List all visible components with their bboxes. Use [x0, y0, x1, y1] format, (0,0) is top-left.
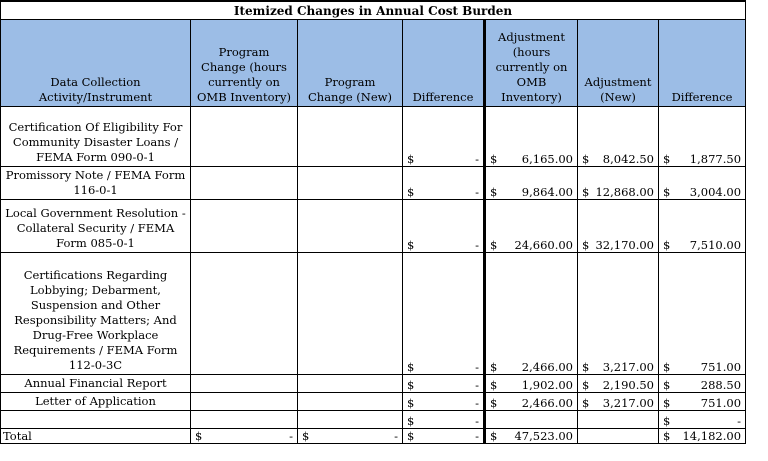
pc-new-cell — [298, 253, 403, 375]
activity-cell: Promissory Note / FEMA Form 116-0-1 — [1, 167, 191, 200]
adj-new-cell — [578, 411, 659, 429]
adj-current-cell: $ 1,902.00 — [485, 375, 578, 393]
pc-new-cell — [298, 375, 403, 393]
adj-current-cell: $ 24,660.00 — [485, 200, 578, 253]
table-body — [1, 107, 746, 429]
pc-difference-cell: $ - — [403, 200, 485, 253]
adj-difference-cell: $ 751.00 — [659, 253, 746, 375]
adj-difference-cell: $ 1,877.50 — [659, 107, 746, 167]
table-title: Itemized Changes in Annual Cost Burden — [1, 1, 746, 20]
header-program-difference: Difference — [403, 20, 485, 107]
pc-new-cell — [298, 411, 403, 429]
pc-current-cell — [191, 253, 298, 375]
adj-new-cell: $ 12,868.00 — [578, 167, 659, 200]
adj-difference-cell: $ 7,510.00 — [659, 200, 746, 253]
pc-difference-cell: $ - — [403, 253, 485, 375]
adj-new-cell: $ 8,042.50 — [578, 107, 659, 167]
total-adj-difference: $ 14,182.00 — [659, 429, 746, 444]
adj-new-cell: $ 3,217.00 — [578, 393, 659, 411]
pc-current-cell — [191, 375, 298, 393]
pc-new-cell — [298, 393, 403, 411]
adj-difference-cell: $ 751.00 — [659, 393, 746, 411]
header-adjustment-current: Adjustment (hours currently on OMB Inventory) — [485, 20, 578, 107]
activity-cell: Annual Financial Report — [1, 375, 191, 393]
adj-difference-cell: $ - — [659, 411, 746, 429]
table-row — [1, 253, 746, 375]
adj-current-cell: $ 2,466.00 — [485, 393, 578, 411]
total-label: Total — [1, 429, 191, 444]
adj-current-cell — [485, 411, 578, 429]
adj-current-cell: $ 2,466.00 — [485, 253, 578, 375]
pc-new-cell — [298, 167, 403, 200]
activity-cell: Certification Of Eligibility For Community Disaster Loans / FEMA Form 090-0-1 — [1, 107, 191, 167]
pc-current-cell — [191, 393, 298, 411]
table-row — [1, 167, 746, 200]
header-activity: Data Collection Activity/Instrument — [1, 20, 191, 107]
header-adjustment-new: Adjustment (New) — [578, 20, 659, 107]
header-adjustment-difference: Difference — [659, 20, 746, 107]
header-program-change-new: Program Change (New) — [298, 20, 403, 107]
total-pc-current: $ - — [191, 429, 298, 444]
adj-current-cell: $ 9,864.00 — [485, 167, 578, 200]
total-pc-new: $ - — [298, 429, 403, 444]
activity-cell: Certifications Regarding Lobbying; Debarment, Suspension and Other Responsibility Matters; And Drug-Free Workplace Requirements / FEMA Form 112-0-3C — [1, 253, 191, 375]
total-row — [1, 429, 746, 444]
pc-current-cell — [191, 107, 298, 167]
activity-cell: Letter of Application — [1, 393, 191, 411]
pc-new-cell — [298, 107, 403, 167]
adj-new-cell: $ 3,217.00 — [578, 253, 659, 375]
activity-cell — [1, 411, 191, 429]
adj-new-cell: $ 2,190.50 — [578, 375, 659, 393]
table-row — [1, 107, 746, 167]
pc-difference-cell: $ - — [403, 167, 485, 200]
table-row — [1, 393, 746, 411]
total-adj-new — [578, 429, 659, 444]
header-program-change-current: Program Change (hours currently on OMB Inventory) — [191, 20, 298, 107]
pc-new-cell — [298, 200, 403, 253]
pc-difference-cell: $ - — [403, 107, 485, 167]
table-row — [1, 200, 746, 253]
pc-difference-cell: $ - — [403, 411, 485, 429]
total-adj-current: $ 47,523.00 — [485, 429, 578, 444]
total-pc-difference: $ - — [403, 429, 485, 444]
adj-difference-cell: $ 288.50 — [659, 375, 746, 393]
adj-new-cell: $ 32,170.00 — [578, 200, 659, 253]
pc-difference-cell: $ - — [403, 393, 485, 411]
adj-difference-cell: $ 3,004.00 — [659, 167, 746, 200]
table-row — [1, 411, 746, 429]
adj-current-cell: $ 6,165.00 — [485, 107, 578, 167]
pc-difference-cell: $ - — [403, 375, 485, 393]
pc-current-cell — [191, 200, 298, 253]
pc-current-cell — [191, 167, 298, 200]
pc-current-cell — [191, 411, 298, 429]
activity-cell: Local Government Resolution - Collateral Security / FEMA Form 085-0-1 — [1, 200, 191, 253]
header-row — [1, 20, 746, 107]
table-row — [1, 375, 746, 393]
